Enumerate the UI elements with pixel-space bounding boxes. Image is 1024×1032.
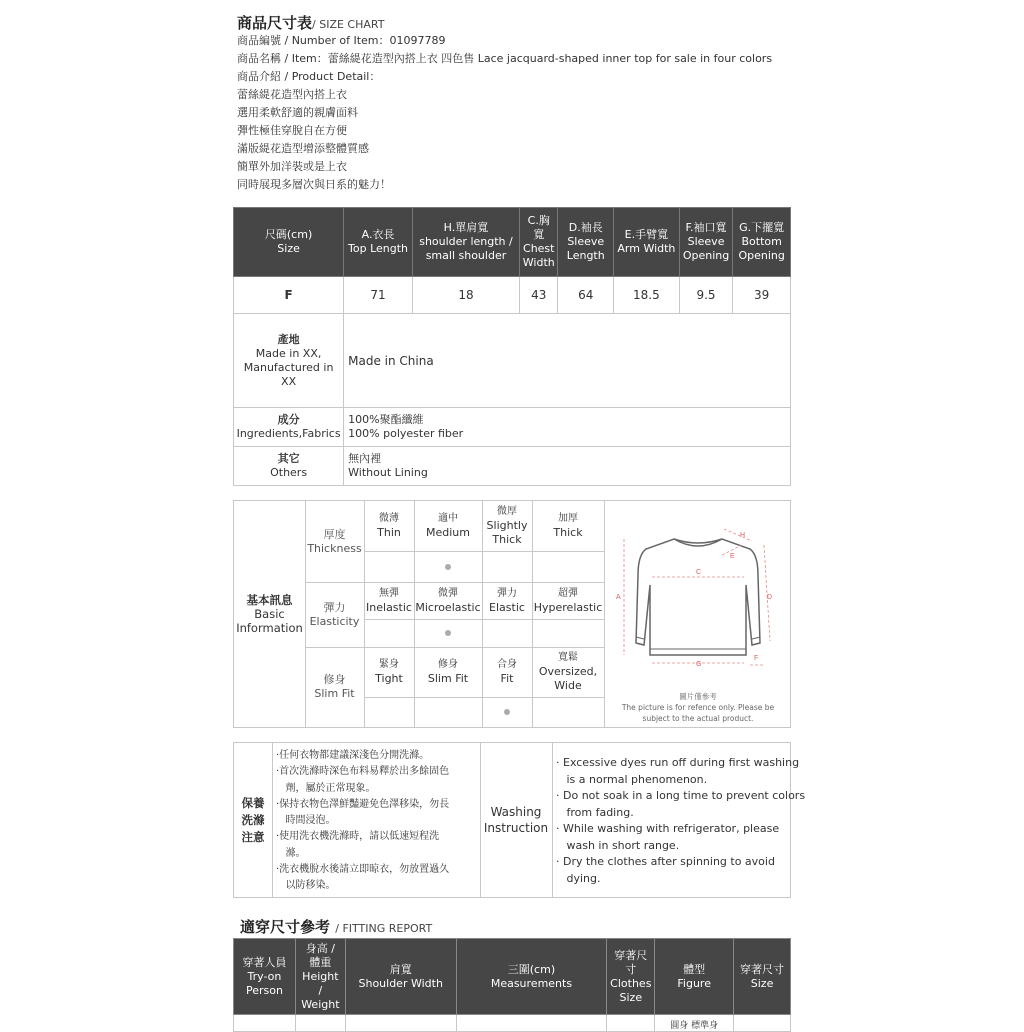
size-header-cell xyxy=(733,208,791,277)
washing-instruction-line: from fading. xyxy=(556,805,634,819)
size-header-cell xyxy=(679,208,733,277)
size-header-line: Width xyxy=(522,256,555,269)
slim-fit-option xyxy=(414,647,482,697)
size-header-line: Sleeve xyxy=(687,235,725,248)
origin-label-line: XX xyxy=(281,374,297,388)
size-table-row xyxy=(234,277,791,314)
elasticity-option-line: Microelastic xyxy=(415,600,481,614)
size-header-line: Opening xyxy=(682,249,730,262)
slim-fit-option-line: Fit xyxy=(500,672,514,685)
washing-instruction-line: · Excessive dyes run off during first washing xyxy=(556,756,800,769)
slim-fit-option-line: Slim Fit xyxy=(427,672,469,685)
elasticity-option xyxy=(482,582,532,619)
figure-cell: 圓身 標準身 xyxy=(655,1015,734,1032)
fitting-title: 適穿尺寸參考 / FITTING REPORT xyxy=(240,918,433,936)
diagram-letter-f: F xyxy=(754,655,759,662)
thickness-option-line: Thick xyxy=(492,533,522,546)
selected-dot-icon xyxy=(445,564,451,570)
thickness-option-line: 微厚 xyxy=(497,506,517,517)
ingredients-row xyxy=(234,408,791,447)
fitting-header-line: Person xyxy=(245,983,283,997)
size-header-cell xyxy=(412,208,519,277)
fitting-header-cell xyxy=(345,939,456,1015)
fitting-header-line: 寸 xyxy=(625,962,637,976)
thickness-option-line: 適中 xyxy=(438,513,458,524)
care-instruction-line: 劑，屬於正常現象。 xyxy=(276,782,376,794)
caption-line: The picture is for refence only. Please be xyxy=(621,703,775,712)
washing-instruction-line: dying. xyxy=(556,871,601,885)
caption-line: subject to the actual product. xyxy=(642,714,754,723)
item-number: 商品編號 / Number of Item：01097789 xyxy=(237,34,446,47)
fitting-header-line: Try-on xyxy=(247,969,282,983)
slim-fit-option-line: 修身 xyxy=(438,659,458,670)
sweater-diagram-icon xyxy=(612,515,784,675)
fitting-header-line: 肩寬 xyxy=(389,962,412,976)
ingredients-label-line: 成分 xyxy=(277,413,300,426)
elasticity-option xyxy=(532,582,604,619)
others-label xyxy=(234,447,344,486)
fitting-header-line: 穿著尺寸 xyxy=(740,962,785,976)
slim-fit-option-line: Tight xyxy=(375,672,403,685)
washing-instruction-line: · Do not soak in a long time to prevent colors xyxy=(556,789,806,802)
diagram-letter-a: A xyxy=(616,594,621,601)
elasticity-option-line: 彈力 xyxy=(497,587,517,599)
slim-fit-option-line: 合身 xyxy=(497,659,517,670)
size-header-cell xyxy=(614,208,680,277)
measurement-value: 9.5 xyxy=(679,277,733,314)
care-label-line: 洗滌 xyxy=(241,812,265,827)
elasticity-indicator-cell xyxy=(482,619,532,647)
product-detail-label: 商品介紹 / Product Detail： xyxy=(237,70,381,83)
care-label-line: 保養 xyxy=(241,795,265,810)
origin-label-line: 產地 xyxy=(277,332,300,346)
size-value: F xyxy=(234,277,344,314)
washing-instructions-en xyxy=(556,755,806,887)
ingredients-label xyxy=(234,408,344,447)
fitting-table-row xyxy=(234,1015,791,1032)
size-chart-header xyxy=(237,12,384,33)
garment-diagram xyxy=(612,515,784,727)
size-header-line: Chest xyxy=(523,242,555,255)
care-instructions-zh xyxy=(276,748,476,895)
fitting-header-line: 穿著人員 xyxy=(242,955,287,969)
size-header-line: Length xyxy=(566,249,605,262)
washing-instruction-line: · While washing with refrigerator, please xyxy=(556,822,780,835)
slim-fit-label xyxy=(305,647,364,727)
thickness-indicator-cell xyxy=(414,551,482,582)
ingredients-value xyxy=(344,408,791,447)
thickness-indicator-cell xyxy=(482,551,532,582)
diagram-letter-h: H xyxy=(740,532,746,539)
thickness-option xyxy=(482,501,532,551)
elasticity-indicator-cell xyxy=(414,619,482,647)
care-instruction-line: ·洗衣機脫水後請立即晾衣，勿放置過久 xyxy=(276,864,450,876)
thickness-option-line: Slightly xyxy=(486,519,528,532)
thickness-option-line: Thick xyxy=(553,526,583,539)
others-label-line: 其它 xyxy=(277,452,300,465)
fitting-header-cell xyxy=(607,939,655,1015)
measurement-value: 39 xyxy=(733,277,791,314)
caption-line: 圖片僅參考 xyxy=(679,692,717,701)
fitting-header-line: 身高 / xyxy=(305,941,335,955)
thickness-option-line: Medium xyxy=(426,526,470,539)
diagram-letter-g: G xyxy=(696,661,702,668)
basic-info-label xyxy=(234,501,305,727)
measurement-value: 18.5 xyxy=(614,277,680,314)
care-instruction-line: 滌。 xyxy=(276,847,306,859)
origin-label-line: Made in XX, xyxy=(255,346,322,360)
fitting-header-line: 體型 xyxy=(683,962,706,976)
care-instruction-line: ·使用洗衣機洗滌時，請以低速短程洗 xyxy=(276,831,440,843)
care-instruction-line: 以防移染。 xyxy=(276,880,336,892)
product-detail-lines xyxy=(237,86,797,194)
fitting-header-line: 體重 xyxy=(309,955,332,969)
basic-info-panel xyxy=(233,500,791,728)
thickness-option xyxy=(532,501,604,551)
size-header-cell xyxy=(520,208,558,277)
size-header-line: Arm Width xyxy=(617,242,676,255)
product-detail-line: 選用柔軟舒適的親膚面料 xyxy=(237,106,358,119)
size-table xyxy=(233,207,791,486)
elasticity-option-line: Elastic xyxy=(489,600,525,614)
fitting-header-line: Size xyxy=(750,976,774,990)
size-header-line: C.胸 xyxy=(527,214,550,227)
selected-dot-icon xyxy=(504,709,510,715)
elasticity-option-line: 微彈 xyxy=(438,587,458,599)
size-header-line: 寬 xyxy=(533,228,545,241)
size-header-cell xyxy=(558,208,614,277)
thickness-label-line: Thickness xyxy=(307,541,362,555)
care-label-zh xyxy=(234,743,272,897)
fitting-table xyxy=(233,938,791,1032)
size-header-line: Bottom xyxy=(741,235,782,248)
basic-info-label-line: Basic xyxy=(254,607,285,621)
size-header-line: shoulder length / xyxy=(419,235,513,248)
slim-fit-indicator-cell xyxy=(482,697,532,727)
size-header-line: H.單肩寬 xyxy=(443,221,489,234)
washing-label-line: Instruction xyxy=(483,821,549,835)
slim-fit-label-line: 修身 xyxy=(323,673,346,686)
slim-fit-indicator-cell xyxy=(532,697,604,727)
washing-instruction-line: is a normal phenomenon. xyxy=(556,772,708,786)
size-header-line: small shoulder xyxy=(425,249,507,262)
washing-instruction-line: wash in short range. xyxy=(556,838,680,852)
thickness-label-line: 厚度 xyxy=(323,527,346,541)
others-row xyxy=(234,447,791,486)
fitting-header-cell xyxy=(234,939,296,1015)
others-value-line: 無內裡 xyxy=(348,452,382,465)
product-detail-line: 滿版緹花造型增添整體質感 xyxy=(237,142,369,155)
fitting-header-line: 三圍(cm) xyxy=(507,962,556,976)
size-header-line: D.袖長 xyxy=(568,221,603,234)
origin-row xyxy=(234,314,791,408)
size-header-line: Sleeve xyxy=(567,235,605,248)
measurement-value: 71 xyxy=(344,277,413,314)
care-instruction-line: ·首次洗滌時深色布料易釋於出多餘固色 xyxy=(276,766,450,778)
size-header-line: 尺碼(cm) xyxy=(264,228,313,241)
thickness-label xyxy=(305,501,364,582)
measurement-value: 64 xyxy=(558,277,614,314)
size-table-header xyxy=(234,208,791,277)
product-detail-line: 簡單外加洋裝或是上衣 xyxy=(237,160,347,173)
diagram-caption xyxy=(612,691,784,724)
fitting-header-cell xyxy=(295,939,345,1015)
elasticity-indicator-cell xyxy=(532,619,604,647)
washing-panel xyxy=(233,742,806,898)
thickness-option xyxy=(364,501,414,551)
page-title: 商品尺寸表/ SIZE CHART xyxy=(237,14,385,32)
size-header-line: F.袖口寬 xyxy=(685,221,727,234)
product-info xyxy=(237,32,797,194)
elasticity-option xyxy=(364,582,414,619)
slim-fit-option-line: Wide xyxy=(554,679,582,692)
fitting-table-header xyxy=(234,939,791,1015)
thickness-indicator-cell xyxy=(532,551,604,582)
product-detail-line: 同時展現多層次與日系的魅力！ xyxy=(237,178,391,191)
elasticity-label-line: Elasticity xyxy=(309,614,360,628)
basic-info-label-line: Information xyxy=(236,621,303,635)
basic-info-label-line: 基本訊息 xyxy=(246,593,293,607)
thickness-option xyxy=(414,501,482,551)
fitting-header-line: Size xyxy=(619,990,643,1004)
fitting-header-cell xyxy=(734,939,791,1015)
thickness-option-line: Thin xyxy=(377,526,401,539)
size-header-line: E.手臂寬 xyxy=(624,228,669,241)
fitting-header-line: Height xyxy=(302,969,339,983)
fitting-header-cell xyxy=(456,939,607,1015)
elasticity-label xyxy=(305,582,364,647)
ingredients-value-line: 100%聚酯纖維 xyxy=(348,413,424,426)
size-header-line: Top Length xyxy=(348,242,409,255)
origin-label xyxy=(234,314,344,408)
diagram-letter-e: E xyxy=(730,553,735,560)
slim-fit-indicator-cell xyxy=(414,697,482,727)
fitting-header-cell xyxy=(655,939,734,1015)
fitting-header-line: Shoulder Width xyxy=(358,976,443,990)
slim-fit-option xyxy=(532,647,604,697)
slim-fit-option-line: 緊身 xyxy=(379,659,399,670)
fitting-header-line: 穿著尺 xyxy=(614,948,648,962)
others-value xyxy=(344,447,791,486)
slim-fit-option xyxy=(482,647,532,697)
care-instruction-line: 時間浸泡。 xyxy=(276,815,336,827)
care-instruction-line: ·保持衣物色澤鮮豔避免色澤移染，勿長 xyxy=(276,798,450,810)
elasticity-option xyxy=(414,582,482,619)
others-label-line: Others xyxy=(270,466,308,479)
fitting-header-line: / xyxy=(318,983,323,997)
measurement-value: 18 xyxy=(412,277,519,314)
origin-value: Made in China xyxy=(344,314,791,408)
size-header-line: Size xyxy=(277,242,300,255)
slim-fit-option-line: 寬鬆 xyxy=(558,652,578,663)
elasticity-option-line: Hyperelastic xyxy=(533,600,603,614)
ingredients-label-line: Ingredients,Fabrics xyxy=(236,427,341,440)
others-value-line: Without Lining xyxy=(348,466,428,479)
product-detail-line: 彈性極佳穿脫自在方便 xyxy=(237,124,347,137)
washing-label-line: Washing xyxy=(490,805,542,819)
thickness-option-line: 微薄 xyxy=(379,513,399,524)
slim-fit-label-line: Slim Fit xyxy=(314,687,355,700)
elasticity-label-line: 彈力 xyxy=(323,600,346,614)
fitting-header-line: Clothes xyxy=(610,976,652,990)
fitting-header-line: Figure xyxy=(677,976,711,990)
washing-instruction-label xyxy=(480,743,552,897)
size-header-line: Opening xyxy=(738,249,785,262)
elasticity-indicator-cell xyxy=(364,619,414,647)
diagram-letter-d: D xyxy=(767,594,773,601)
care-instruction-line: ·任何衣物都建議深淺色分開洗滌。 xyxy=(276,750,430,761)
item-name: 商品名稱 / Item：蕾絲緹花造型內搭上衣 四色售 Lace jacquard-shaped inner top for sale in four colors xyxy=(237,52,773,65)
size-header-line: G.下擺寬 xyxy=(739,221,785,234)
size-header-line: A.衣長 xyxy=(361,228,395,241)
elasticity-option-line: Inelastic xyxy=(366,600,412,614)
thickness-option-line: 加厚 xyxy=(558,513,578,524)
product-detail-line: 蕾絲緹花造型內搭上衣 xyxy=(237,88,347,101)
ingredients-value-line: 100% polyester fiber xyxy=(348,427,464,440)
elasticity-option-line: 無彈 xyxy=(379,587,399,599)
care-label-line: 注意 xyxy=(241,829,265,844)
washing-instruction-line: · Dry the clothes after spinning to avoid xyxy=(556,855,775,868)
slim-fit-indicator-cell xyxy=(364,697,414,727)
fitting-header-line: Weight xyxy=(301,997,340,1011)
fitting-header-line: Measurements xyxy=(490,976,573,990)
measurement-value: 43 xyxy=(520,277,558,314)
slim-fit-option xyxy=(364,647,414,697)
slim-fit-option-line: Oversized, xyxy=(538,665,598,678)
thickness-indicator-cell xyxy=(364,551,414,582)
origin-label-line: Manufactured in xyxy=(243,360,334,374)
elasticity-option-line: 超彈 xyxy=(558,587,578,599)
size-header-cell xyxy=(344,208,413,277)
size-header-cell xyxy=(234,208,344,277)
diagram-letter-c: C xyxy=(696,569,702,576)
selected-dot-icon xyxy=(445,630,451,636)
